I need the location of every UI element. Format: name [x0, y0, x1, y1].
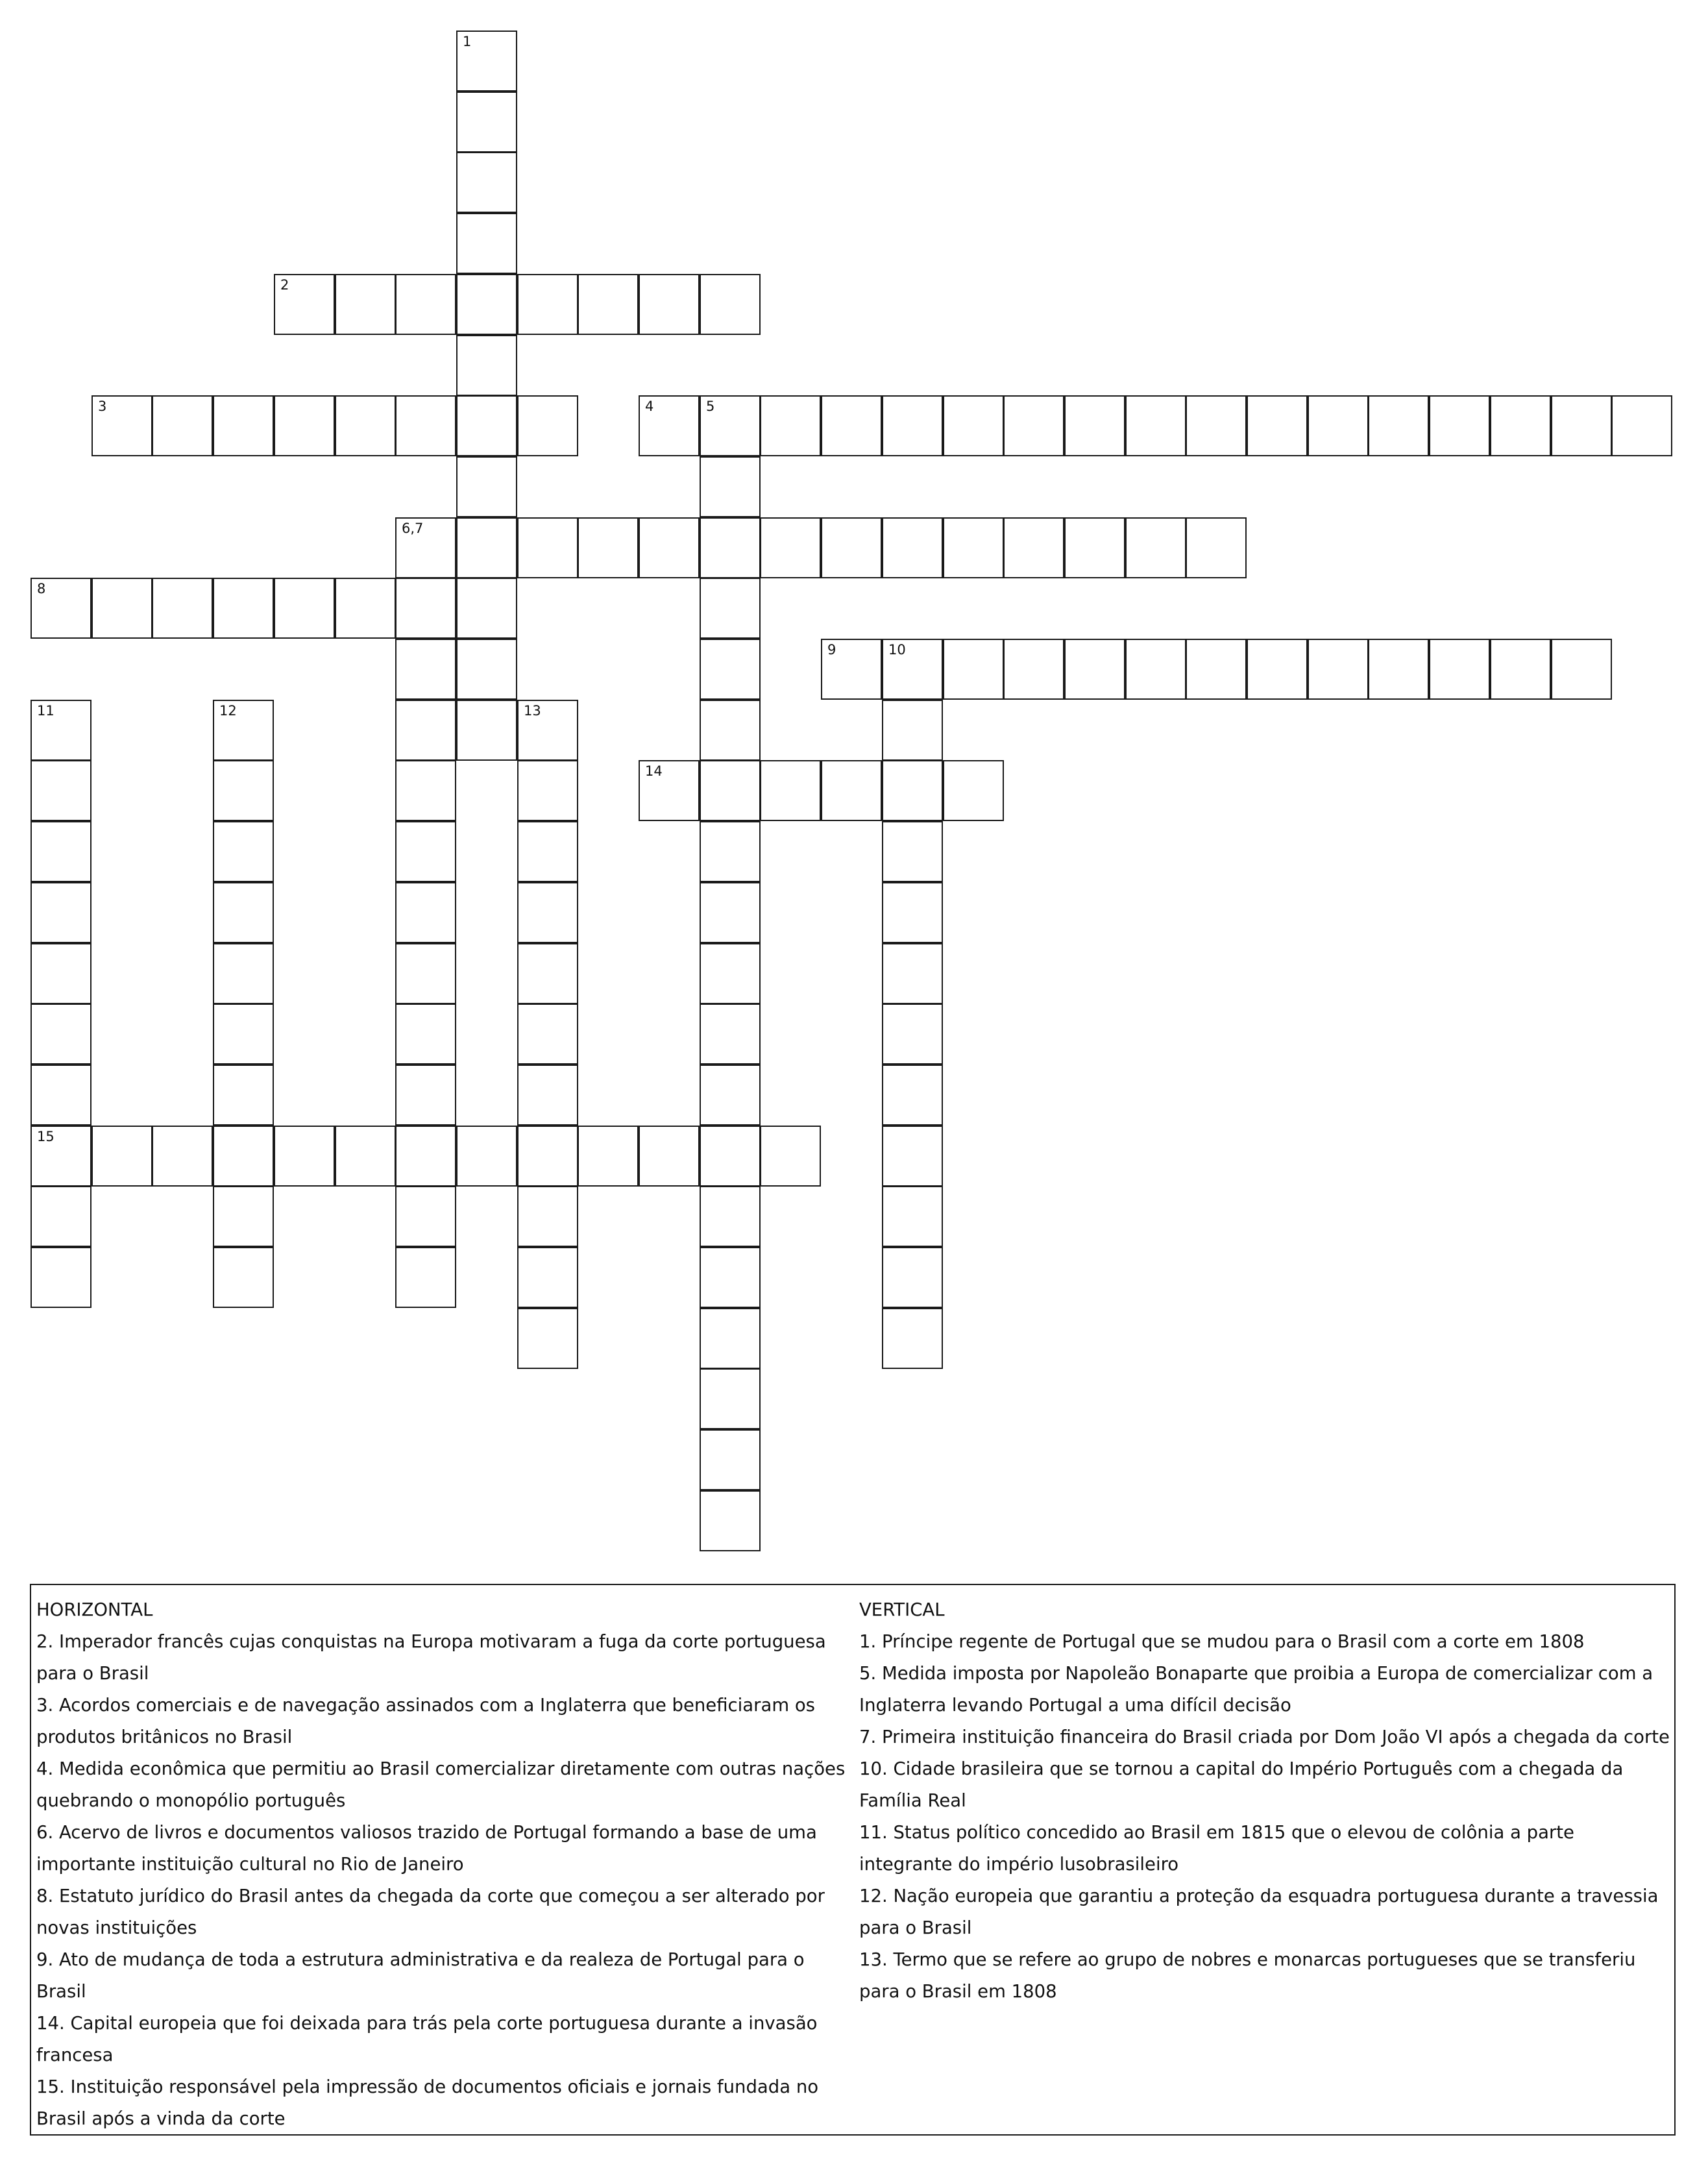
grid-cell[interactable]: [517, 821, 578, 882]
grid-cell[interactable]: [517, 517, 578, 578]
grid-cell[interactable]: [700, 943, 761, 1004]
grid-cell[interactable]: [456, 1126, 517, 1187]
grid-cell[interactable]: [30, 1004, 92, 1065]
clue-v5: 5. Medida imposta por Napoleão Bonaparte que proibia a Europa de comercializar com a Inglaterra levando Portugal a uma difícil decisão: [859, 1663, 1653, 1716]
grid-cell[interactable]: [213, 395, 274, 456]
grid-cell[interactable]: [578, 1126, 639, 1187]
cell-number: 13: [524, 703, 541, 719]
grid-cell[interactable]: [213, 943, 274, 1004]
grid-cell[interactable]: [700, 1368, 761, 1429]
grid-cell[interactable]: [274, 274, 335, 335]
clue-h14: 14. Capital europeia que foi deixada para trás pela corte portuguesa durante a invasão francesa: [36, 2013, 818, 2065]
grid-cell[interactable]: [700, 760, 761, 821]
grid-cell[interactable]: [1551, 639, 1612, 700]
grid-cell[interactable]: [213, 1004, 274, 1065]
grid-cell[interactable]: [882, 1004, 943, 1065]
grid-cell[interactable]: [213, 882, 274, 943]
cell-number: 2: [280, 277, 289, 293]
grid-cell[interactable]: [760, 517, 821, 578]
grid-cell[interactable]: [456, 92, 517, 153]
grid-cell[interactable]: [1125, 517, 1186, 578]
grid-cell[interactable]: [395, 1126, 456, 1187]
grid-cell[interactable]: [30, 1247, 92, 1308]
grid-cell[interactable]: [700, 700, 761, 761]
grid-cell[interactable]: [700, 639, 761, 700]
grid-cell[interactable]: [882, 1126, 943, 1187]
grid-cell[interactable]: [1429, 395, 1490, 456]
grid-cell[interactable]: [395, 700, 456, 761]
grid-cell[interactable]: [882, 1308, 943, 1369]
grid-cell[interactable]: [456, 639, 517, 700]
grid-cell[interactable]: [700, 1247, 761, 1308]
grid-cell[interactable]: [213, 1247, 274, 1308]
grid-cell[interactable]: [882, 1186, 943, 1247]
grid-cell[interactable]: [1186, 517, 1247, 578]
grid-cell[interactable]: [1003, 639, 1064, 700]
grid-cell[interactable]: [700, 1308, 761, 1369]
grid-cell[interactable]: [1308, 395, 1369, 456]
grid-cell[interactable]: [1308, 639, 1369, 700]
grid-cell[interactable]: [456, 578, 517, 639]
clue-v11: 11. Status político concedido ao Brasil em 1815 que o elevou de colônia a parte integrante do império lusobrasileiro: [859, 1822, 1574, 1875]
grid-cell[interactable]: [517, 1065, 578, 1126]
horizontal-clues: [36, 1594, 855, 2135]
grid-cell[interactable]: [92, 1126, 152, 1187]
grid-cell[interactable]: [517, 760, 578, 821]
clue-h15: 15. Instituição responsável pela impressão de documentos oficiais e jornais fundada no Brasil após a vinda da corte: [36, 2076, 819, 2129]
grid-cell[interactable]: [639, 760, 700, 821]
grid-cell[interactable]: [882, 395, 943, 456]
grid-cell[interactable]: [395, 1065, 456, 1126]
cell-number: 6,7: [402, 521, 424, 536]
grid-cell[interactable]: [92, 578, 152, 639]
grid-cell[interactable]: [30, 882, 92, 943]
grid-cell[interactable]: [517, 1004, 578, 1065]
grid-cell[interactable]: [700, 578, 761, 639]
grid-cell[interactable]: [456, 335, 517, 396]
grid-cell[interactable]: [395, 1247, 456, 1308]
grid-cell[interactable]: [1247, 639, 1308, 700]
grid-cell[interactable]: [274, 1126, 335, 1187]
grid-cell[interactable]: [639, 1126, 700, 1187]
grid-cell[interactable]: [1003, 517, 1064, 578]
grid-cell[interactable]: [1186, 639, 1247, 700]
grid-cell[interactable]: [213, 821, 274, 882]
grid-cell[interactable]: [30, 943, 92, 1004]
grid-cell[interactable]: [92, 395, 152, 456]
grid-cell[interactable]: [517, 882, 578, 943]
cell-number: 1: [463, 34, 472, 49]
cell-number: 5: [706, 399, 715, 414]
grid-cell[interactable]: [335, 274, 396, 335]
grid-cell[interactable]: [578, 517, 639, 578]
grid-cell[interactable]: [30, 821, 92, 882]
grid-cell[interactable]: [517, 274, 578, 335]
grid-cell[interactable]: [760, 760, 821, 821]
grid-cell[interactable]: [395, 943, 456, 1004]
grid-cell[interactable]: [760, 1126, 821, 1187]
grid-cell[interactable]: [1064, 517, 1125, 578]
cell-number: 14: [645, 763, 663, 779]
grid-cell[interactable]: [456, 213, 517, 274]
grid-cell[interactable]: [700, 1065, 761, 1126]
grid-cell[interactable]: [456, 700, 517, 761]
grid-cell[interactable]: [1551, 395, 1612, 456]
clue-v10: 10. Cidade brasileira que se tornou a capital do Império Português com a chegada da Família Real: [859, 1758, 1624, 1811]
cell-number: 4: [645, 399, 654, 414]
grid-cell[interactable]: [395, 639, 456, 700]
grid-cell[interactable]: [395, 395, 456, 456]
cell-number: 9: [827, 642, 836, 658]
grid-cell[interactable]: [395, 760, 456, 821]
clue-h9: 9. Ato de mudança de toda a estrutura administrativa e da realeza de Portugal para o Brasil: [36, 1949, 805, 2002]
grid-cell[interactable]: [395, 517, 456, 578]
grid-cell[interactable]: [456, 31, 517, 92]
grid-cell[interactable]: [517, 1126, 578, 1187]
grid-cell[interactable]: [395, 274, 456, 335]
cell-number: 11: [37, 703, 55, 719]
grid-cell[interactable]: [30, 700, 92, 761]
grid-cell[interactable]: [395, 1004, 456, 1065]
grid-cell[interactable]: [578, 274, 639, 335]
grid-cell[interactable]: [152, 395, 213, 456]
grid-cell[interactable]: [335, 395, 396, 456]
grid-cell[interactable]: [1064, 639, 1125, 700]
grid-cell[interactable]: [152, 578, 213, 639]
grid-cell[interactable]: [456, 395, 517, 456]
cell-number: 15: [37, 1129, 55, 1144]
grid-cell[interactable]: [882, 639, 943, 700]
grid-cell[interactable]: [700, 821, 761, 882]
grid-cell[interactable]: [456, 274, 517, 335]
grid-cell[interactable]: [943, 517, 1004, 578]
grid-cell[interactable]: [274, 395, 335, 456]
grid-cell[interactable]: [213, 1126, 274, 1187]
grid-cell[interactable]: [639, 274, 700, 335]
grid-cell[interactable]: [1611, 395, 1672, 456]
grid-cell[interactable]: [882, 517, 943, 578]
grid-cell[interactable]: [821, 517, 882, 578]
grid-cell[interactable]: [700, 1004, 761, 1065]
grid-cell[interactable]: [335, 578, 396, 639]
cell-number: 10: [888, 642, 906, 658]
cell-number: 3: [98, 399, 107, 414]
grid-cell[interactable]: [395, 821, 456, 882]
grid-cell[interactable]: [213, 760, 274, 821]
grid-cell[interactable]: [517, 1186, 578, 1247]
grid-cell[interactable]: [395, 1186, 456, 1247]
cell-number: 8: [37, 581, 46, 597]
grid-cell[interactable]: [700, 517, 761, 578]
grid-cell[interactable]: [30, 1126, 92, 1187]
grid-cell[interactable]: [30, 578, 92, 639]
grid-cell[interactable]: [1125, 639, 1186, 700]
clue-h2: 2. Imperador francês cujas conquistas na Europa motivaram a fuga da corte portuguesa para o Brasil: [36, 1631, 826, 1684]
grid-cell[interactable]: [1003, 395, 1064, 456]
grid-cell[interactable]: [639, 517, 700, 578]
clue-h8: 8. Estatuto jurídico do Brasil antes da chegada da corte que começou a ser alterado por novas instituições: [36, 1886, 825, 1938]
grid-cell[interactable]: [213, 1065, 274, 1126]
grid-cell[interactable]: [30, 1065, 92, 1126]
clues-box: [30, 1584, 1676, 2136]
vertical-clues: [859, 1594, 1672, 2008]
grid-cell[interactable]: [700, 274, 761, 335]
grid-cell[interactable]: [517, 395, 578, 456]
grid-cell[interactable]: [821, 760, 882, 821]
grid-cell[interactable]: [517, 1247, 578, 1308]
grid-cell[interactable]: [700, 456, 761, 517]
grid-cell[interactable]: [700, 1429, 761, 1490]
grid-cell[interactable]: [517, 1308, 578, 1369]
grid-cell[interactable]: [456, 517, 517, 578]
grid-cell[interactable]: [700, 395, 761, 456]
grid-cell[interactable]: [821, 639, 882, 700]
clue-v1: 1. Príncipe regente de Portugal que se mudou para o Brasil com a corte em 1808: [859, 1631, 1585, 1652]
grid-cell[interactable]: [274, 578, 335, 639]
grid-cell[interactable]: [517, 700, 578, 761]
grid-cell[interactable]: [1429, 639, 1490, 700]
grid-cell[interactable]: [30, 760, 92, 821]
clue-v12: 12. Nação europeia que garantiu a proteção da esquadra portuguesa durante a travessia para o Brasil: [859, 1886, 1659, 1938]
grid-cell[interactable]: [213, 700, 274, 761]
grid-cell[interactable]: [700, 882, 761, 943]
grid-cell[interactable]: [1368, 395, 1429, 456]
clue-h6: 6. Acervo de livros e documentos valiosos trazido de Portugal formando a base de uma importante instituição cultural no Rio de Janeiro: [36, 1822, 817, 1875]
clue-v13: 13. Termo que se refere ao grupo de nobres e monarcas portugueses que se transferiu para o Brasil em 1808: [859, 1949, 1636, 2002]
grid-cell[interactable]: [1064, 395, 1125, 456]
cell-number: 12: [219, 703, 237, 719]
grid-cell[interactable]: [760, 395, 821, 456]
grid-cell[interactable]: [335, 1126, 396, 1187]
grid-cell[interactable]: [882, 760, 943, 821]
grid-cell[interactable]: [517, 943, 578, 1004]
grid-cell[interactable]: [213, 1186, 274, 1247]
grid-cell[interactable]: [395, 882, 456, 943]
grid-cell[interactable]: [943, 395, 1004, 456]
grid-cell[interactable]: [700, 1186, 761, 1247]
horizontal-heading: HORIZONTAL: [36, 1599, 153, 1620]
grid-cell[interactable]: [1247, 395, 1308, 456]
grid-cell[interactable]: [152, 1126, 213, 1187]
grid-cell[interactable]: [456, 152, 517, 213]
grid-cell[interactable]: [700, 1126, 761, 1187]
grid-cell[interactable]: [456, 456, 517, 517]
grid-cell[interactable]: [1186, 395, 1247, 456]
grid-cell[interactable]: [213, 578, 274, 639]
grid-cell[interactable]: [882, 821, 943, 882]
grid-cell[interactable]: [882, 882, 943, 943]
grid-cell[interactable]: [882, 943, 943, 1004]
grid-cell[interactable]: [821, 395, 882, 456]
grid-cell[interactable]: [700, 1490, 761, 1551]
grid-cell[interactable]: [1125, 395, 1186, 456]
grid-cell[interactable]: [882, 1247, 943, 1308]
grid-cell[interactable]: [1368, 639, 1429, 700]
grid-cell[interactable]: [882, 1065, 943, 1126]
grid-cell[interactable]: [639, 395, 700, 456]
clue-h3: 3. Acordos comerciais e de navegação assinados com a Inglaterra que beneficiaram os produtos britânicos no Brasil: [36, 1695, 815, 1747]
grid-cell[interactable]: [943, 639, 1004, 700]
grid-cell[interactable]: [395, 578, 456, 639]
clue-h4: 4. Medida econômica que permitiu ao Brasil comercializar diretamente com outras nações quebrando o monopólio português: [36, 1758, 846, 1811]
clue-v7: 7. Primeira instituição financeira do Brasil criada por Dom João VI após a chegada da corte: [859, 1727, 1670, 1747]
grid-cell[interactable]: [1490, 639, 1551, 700]
grid-cell[interactable]: [882, 700, 943, 761]
grid-cell[interactable]: [943, 760, 1004, 821]
grid-cell[interactable]: [1490, 395, 1551, 456]
grid-cell[interactable]: [30, 1186, 92, 1247]
vertical-heading: VERTICAL: [859, 1599, 945, 1620]
